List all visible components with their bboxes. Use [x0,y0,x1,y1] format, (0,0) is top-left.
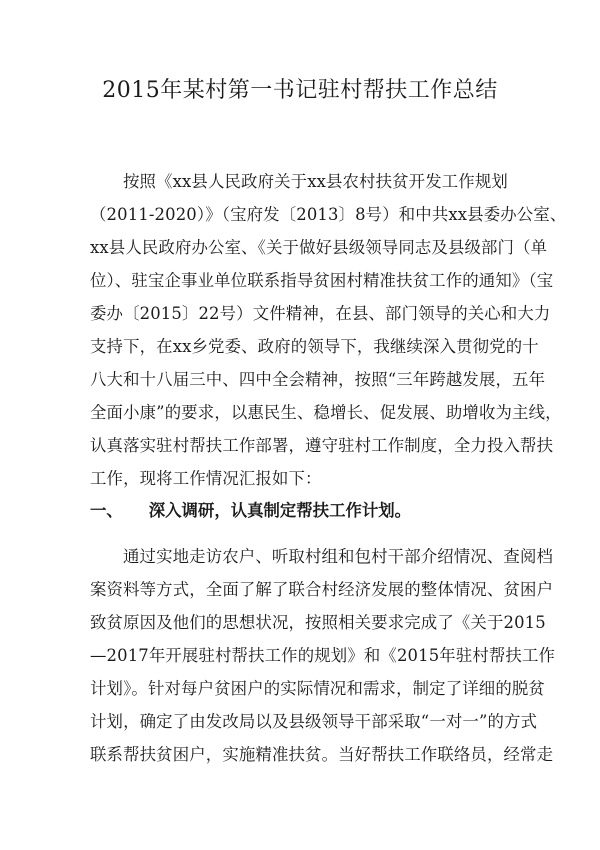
paragraph-1-line-9: 认真落实驻村帮扶工作部署，遵守驻村工作制度，全力投入帮扶 [90,436,554,455]
paragraph-1-line-3: xx县人民政府办公室、《关于做好县级领导同志及县级部门（单 [90,238,548,257]
paragraph-2-line-1: 通过实地走访农户、听取村组和包村干部介绍情况、查阅档 [123,547,554,566]
section-1-number: 一、 [90,501,123,520]
paragraph-1-line-7: 八大和十八届三中、四中全会精神，按照“三年跨越发展，五年 [90,370,546,389]
paragraph-2-line-5: 计划》。针对每户贫困户的实际情况和需求，制定了详细的脱贫 [90,679,545,698]
paragraph-1-line-6: 支持下，在xx乡党委、政府的领导下，我继续深入贯彻党的十 [90,337,539,356]
paragraph-2-line-6: 计划，确定了由发改局以及县级领导干部采取“一对一”的方式 [90,712,538,731]
paragraph-2-line-3: 致贫原因及他们的思想状况，按照相关要求完成了《关于2015 [90,613,546,632]
document-title: 2015年某村第一书记驻村帮扶工作总结 [102,78,498,103]
paragraph-1-line-1: 按照《xx县人民政府关于xx县农村扶贫开发工作规划 [123,172,508,191]
section-1-heading [90,500,411,522]
paragraph-1-line-10: 工作，现将工作情况汇报如下： [90,469,322,488]
paragraph-2-line-4: —2017年开展驻村帮扶工作的规划》和《2015年驻村帮扶工作 [90,646,556,665]
paragraph-1-line-4: 位）、驻宝企事业单位联系指导贫困村精准扶贫工作的通知》（宝 [90,271,554,290]
section-1-title: 深入调研，认真制定帮扶工作计划。 [148,501,412,520]
paragraph-1-line-5: 委办〔2015〕22号）文件精神，在县、部门领导的关心和大力 [90,304,551,323]
paragraph-2-line-2: 案资料等方式，全面了解了联合村经济发展的整体情况、贫困户 [90,580,554,599]
paragraph-1-line-2: （2011-2020）》（宝府发〔2013〕8号）和中共xx县委办公室、 [90,205,567,224]
paragraph-1-line-8: 全面小康”的要求，以惠民生、稳增长、促发展、助增收为主线， [90,403,562,422]
paragraph-2-line-7: 联系帮扶贫困户，实施精准扶贫。当好帮扶工作联络员，经常走 [90,745,554,764]
